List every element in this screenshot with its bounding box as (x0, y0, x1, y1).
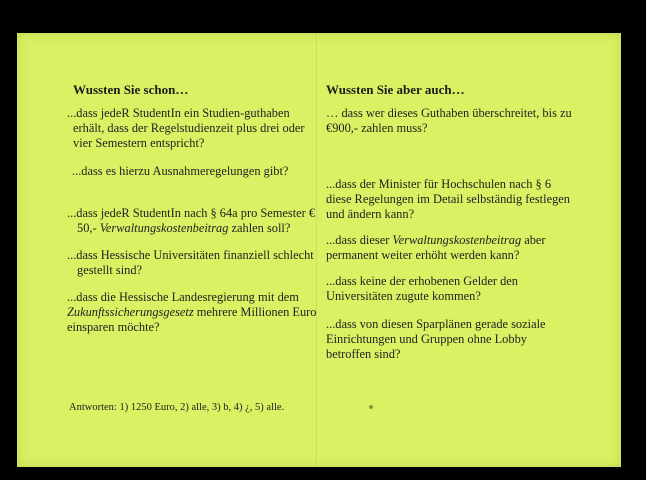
right-item-3-line-1b: aber (521, 233, 546, 247)
right-item-1 (326, 106, 572, 136)
right-item-4 (326, 274, 518, 304)
right-item-4-line-2: Universitäten zugute kommen? (326, 289, 481, 303)
paper-speck (369, 405, 373, 409)
left-item-2 (72, 164, 288, 179)
left-item-1-line-3: vier Semestern entspricht? (73, 136, 205, 150)
left-item-4-line-1: ...dass Hessische Universitäten finanziell schlecht (67, 248, 314, 262)
right-item-3-term: Verwaltungskostenbeitrag (392, 233, 522, 247)
left-item-3-line-2b: zahlen soll? (228, 221, 291, 235)
right-item-2 (326, 177, 570, 222)
left-column-title: Wussten Sie schon… (73, 82, 189, 97)
left-item-1 (67, 106, 305, 151)
left-item-1-line-1: ...dass jedeR StudentIn ein Studien-guthaben (67, 106, 290, 120)
answers-footer: Antworten: 1) 1250 Euro, 2) alle, 3) b, 4) ¿, 5) alle. (69, 402, 285, 413)
left-item-4-line-2: gestellt sind? (77, 263, 143, 277)
flyer-sheet (17, 33, 621, 467)
right-item-5-line-2: Einrichtungen und Gruppen ohne Lobby (326, 332, 527, 346)
fold-line (316, 33, 318, 467)
right-item-2-line-1: ...dass der Minister für Hochschulen nach § 6 (326, 177, 552, 191)
left-item-3-term: Verwaltungskostenbeitrag (99, 221, 229, 235)
right-item-4-line-1: ...dass keine der erhobenen Gelder den (326, 274, 518, 288)
right-column-title: Wussten Sie aber auch… (326, 82, 465, 97)
right-item-3 (326, 233, 546, 263)
left-item-5-line-1: ...dass die Hessische Landesregierung mit dem (67, 290, 299, 304)
right-item-5-line-3: betroffen sind? (326, 347, 401, 361)
right-item-1-line-1: … dass wer dieses Guthaben überschreitet, bis zu (326, 106, 572, 120)
left-item-5 (67, 290, 317, 335)
right-item-1-line-2: €900,- zahlen muss? (326, 121, 428, 135)
right-item-2-line-2: diese Regelungen im Detail selbständig festlegen (326, 192, 570, 206)
right-item-3-line-1a: ...dass dieser (326, 233, 393, 247)
left-item-5-line-2: mehrere Millionen Euro (193, 305, 317, 319)
left-item-5-term: Zukunftssicherungsgesetz (67, 305, 194, 319)
left-item-2-line-1: ...dass es hierzu Ausnahmeregelungen gibt? (72, 164, 289, 178)
right-item-2-line-3: und ändern kann? (326, 207, 415, 221)
left-item-5-line-3: einsparen möchte? (67, 320, 160, 334)
right-item-5-line-1: ...dass von diesen Sparplänen gerade soziale (326, 317, 546, 331)
left-item-3-line-2a: 50,- (77, 221, 100, 235)
left-item-1-line-2: erhält, dass der Regelstudienzeit plus drei oder (73, 121, 305, 135)
left-item-4 (67, 248, 314, 278)
left-item-3-line-1: ...dass jedeR StudentIn nach § 64a pro Semester € (67, 206, 316, 220)
right-item-5 (326, 317, 546, 362)
right-item-3-line-2: permanent weiter erhöht werden kann? (326, 248, 520, 262)
left-item-3 (67, 206, 315, 236)
